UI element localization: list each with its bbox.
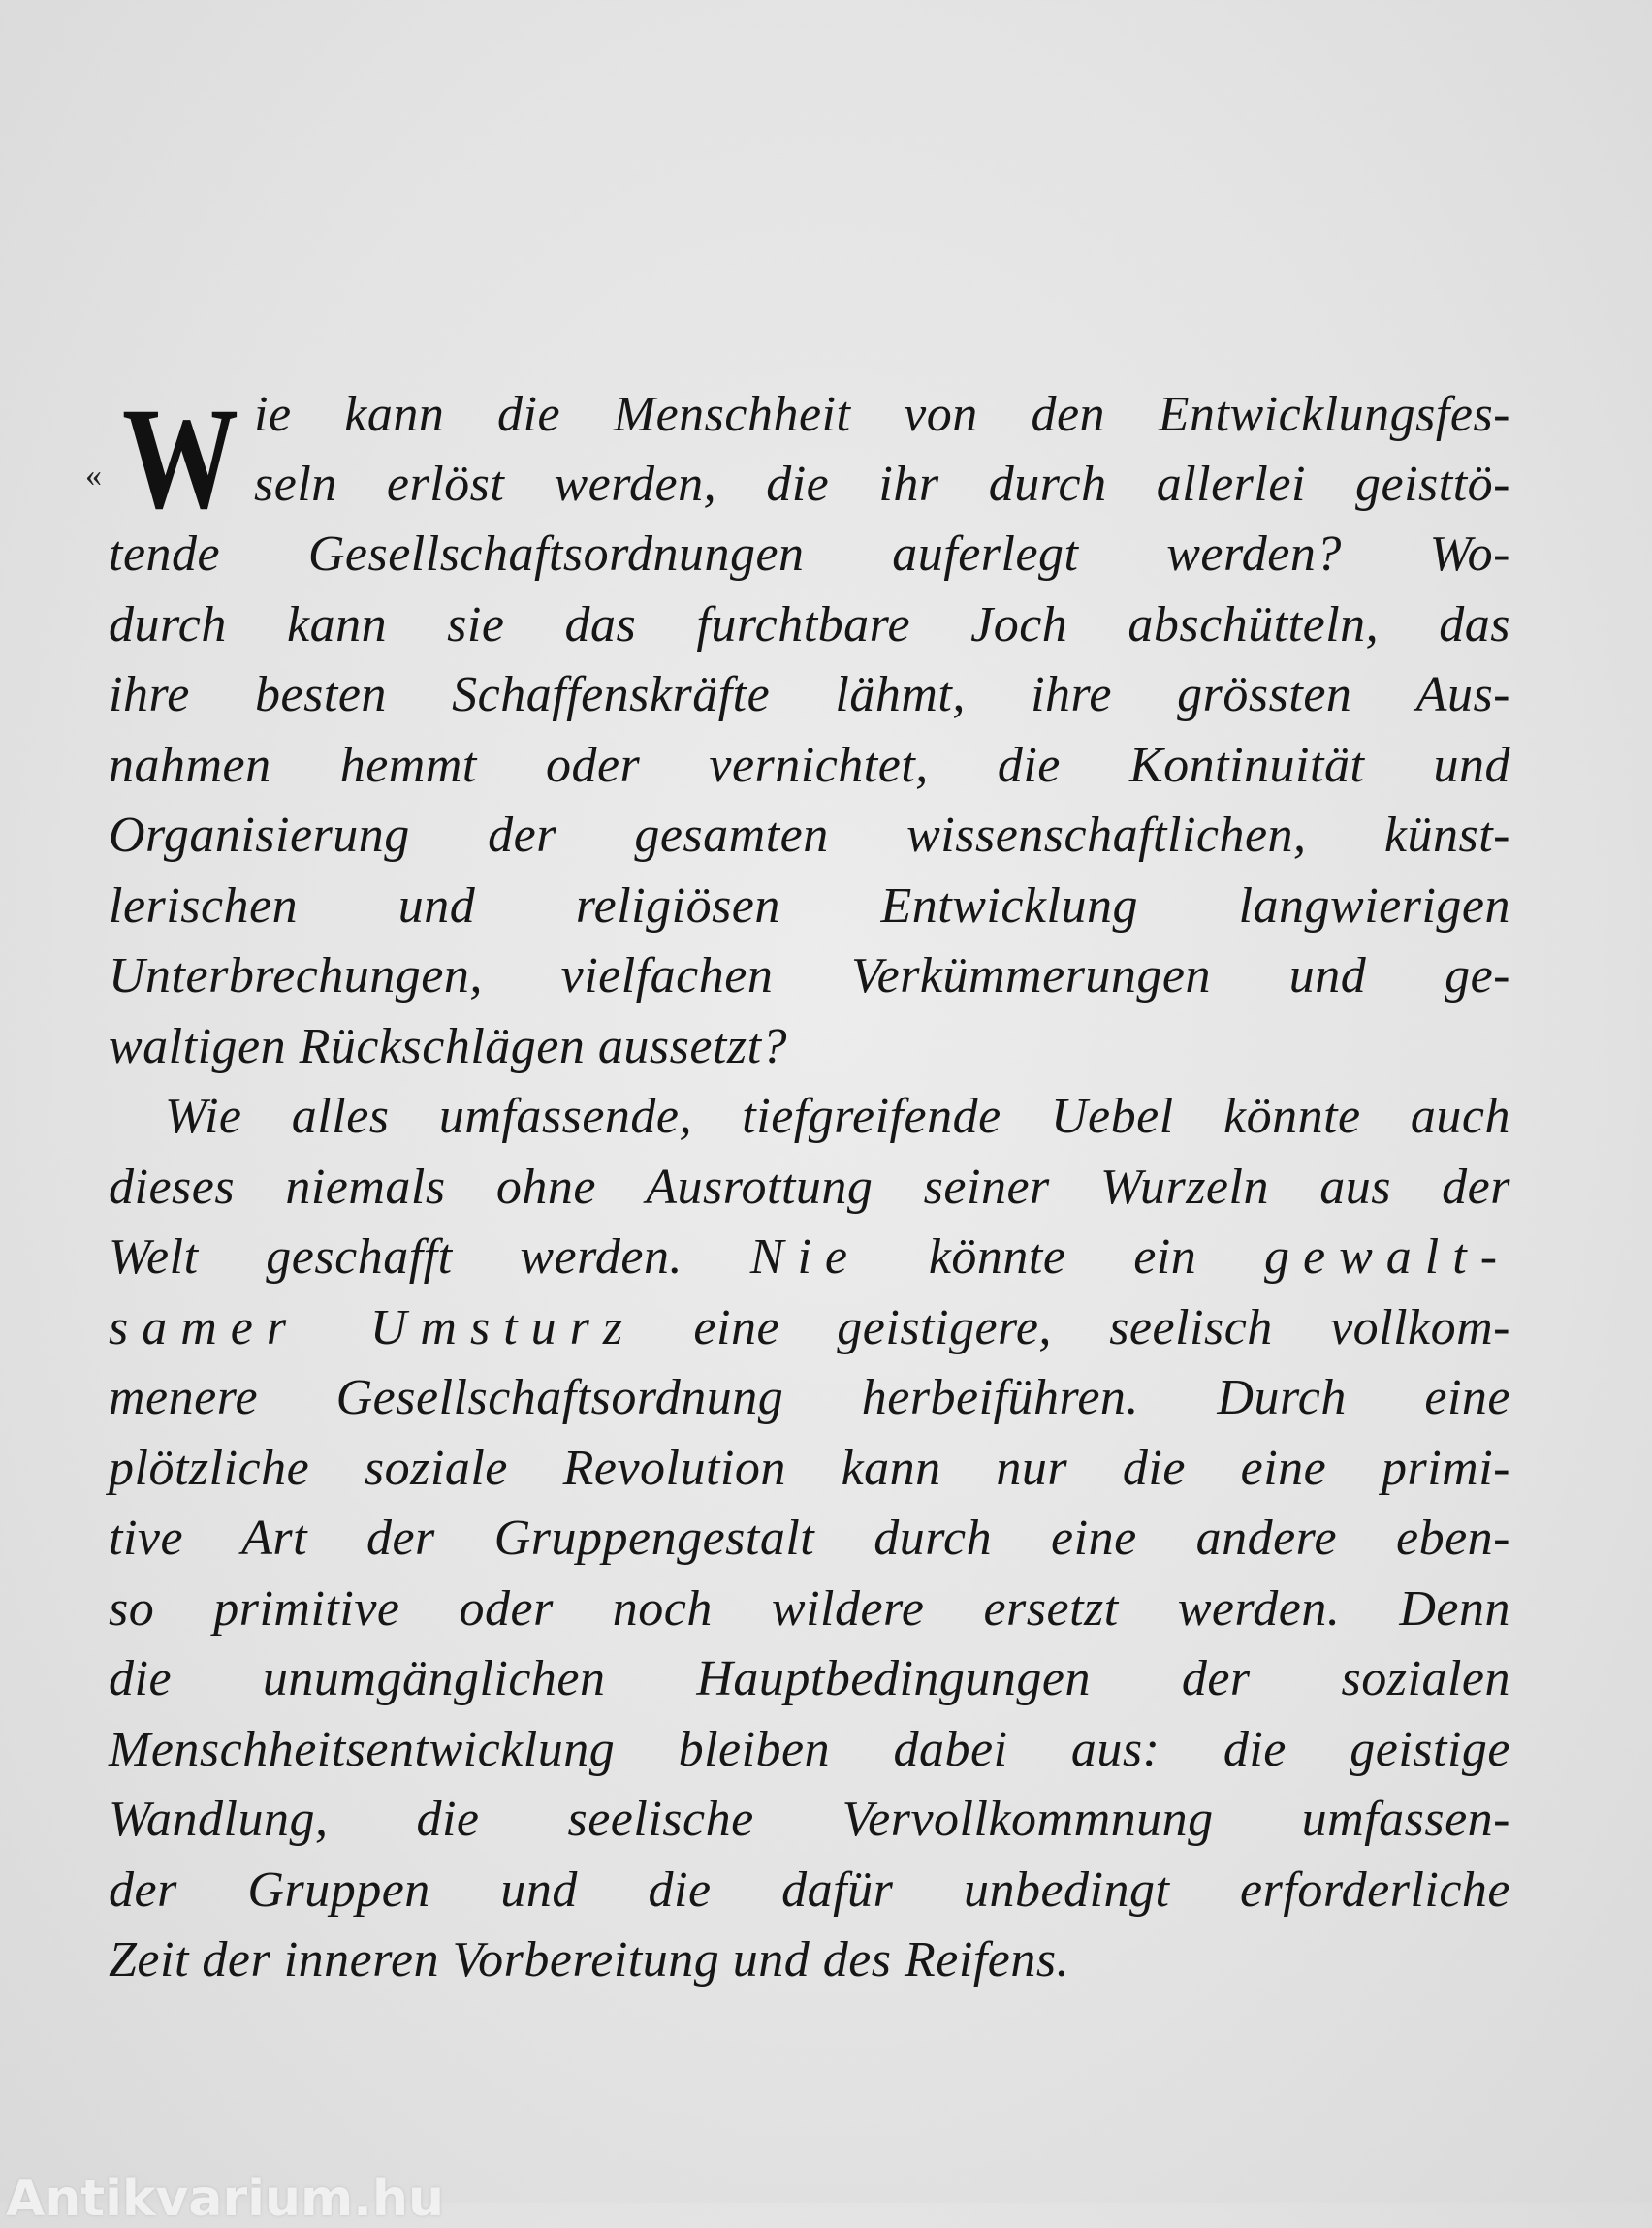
text-line: der Gruppen und die dafür unbedingt erforderliche [109,1862,1510,1918]
text-line: so primitive oder noch wildere ersetzt werden. Denn [109,1581,1510,1637]
opening-guillemet: « [85,458,102,493]
text-line: Zeit der inneren Vorbereitung und des Reifens. [109,1932,1070,1988]
text-line: tende Gesellschaftsordnungen auferlegt werden? Wo- [109,526,1510,582]
text-line: Organisierung der gesamten wissenschaftlichen, künst- [109,808,1510,863]
text-line: lerischen und religiösen Entwicklung langwierigen [109,878,1510,934]
text-span: könnte ein [928,1229,1197,1285]
text-line: waltigen Rückschlägen aussetzt? [109,1019,788,1074]
text-line: nahmen hemmt oder vernichtet, die Kontinuität und [109,738,1510,793]
watermark: Antikvarium.hu [6,2170,444,2228]
text-line: ihre besten Schaffenskräfte lähmt, ihre grössten Aus- [109,667,1510,722]
text-span: eine geistigere, seelisch vollkom- [693,1300,1511,1355]
text-line: menere Gesellschaftsordnung herbeiführen. Durch eine [109,1370,1510,1425]
text-line: Menschheitsentwicklung bleiben dabei aus: die geistige [109,1722,1510,1777]
emphasized-word: gewalt- [1264,1229,1511,1285]
text-line: seln erlöst werden, die ihr durch allerlei geisttö- [254,457,1510,512]
text-line: plötzliche soziale Revolution kann nur die eine primi- [109,1441,1510,1496]
text-line: Wandlung, die seelische Vervollkommnung umfassen- [109,1792,1510,1847]
text-span: Welt geschafft werden. [109,1229,683,1285]
text-line: die unumgänglichen Hauptbedingungen der sozialen [109,1651,1510,1706]
text-line: durch kann sie das furchtbare Joch abschütteln, das [109,597,1510,652]
text-line: tive Art der Gruppengestalt durch eine andere eben- [109,1511,1510,1566]
text-line [109,1223,1510,1292]
drop-cap: W [122,378,238,539]
emphasized-word: Nie [749,1229,862,1285]
text-line: dieses niemals ohne Ausrottung seiner Wurzeln aus der [109,1160,1510,1215]
text-line: Unterbrechungen, vielfachen Verkümmerungen und ge- [109,948,1510,1003]
text-line: Wie alles umfassende, tiefgreifende Uebel könnte auch [165,1089,1510,1144]
text-line [109,1293,1510,1363]
emphasized-word: samer Umsturz [109,1300,637,1355]
text-line: ie kann die Menschheit von den Entwicklungsfes- [254,387,1510,442]
